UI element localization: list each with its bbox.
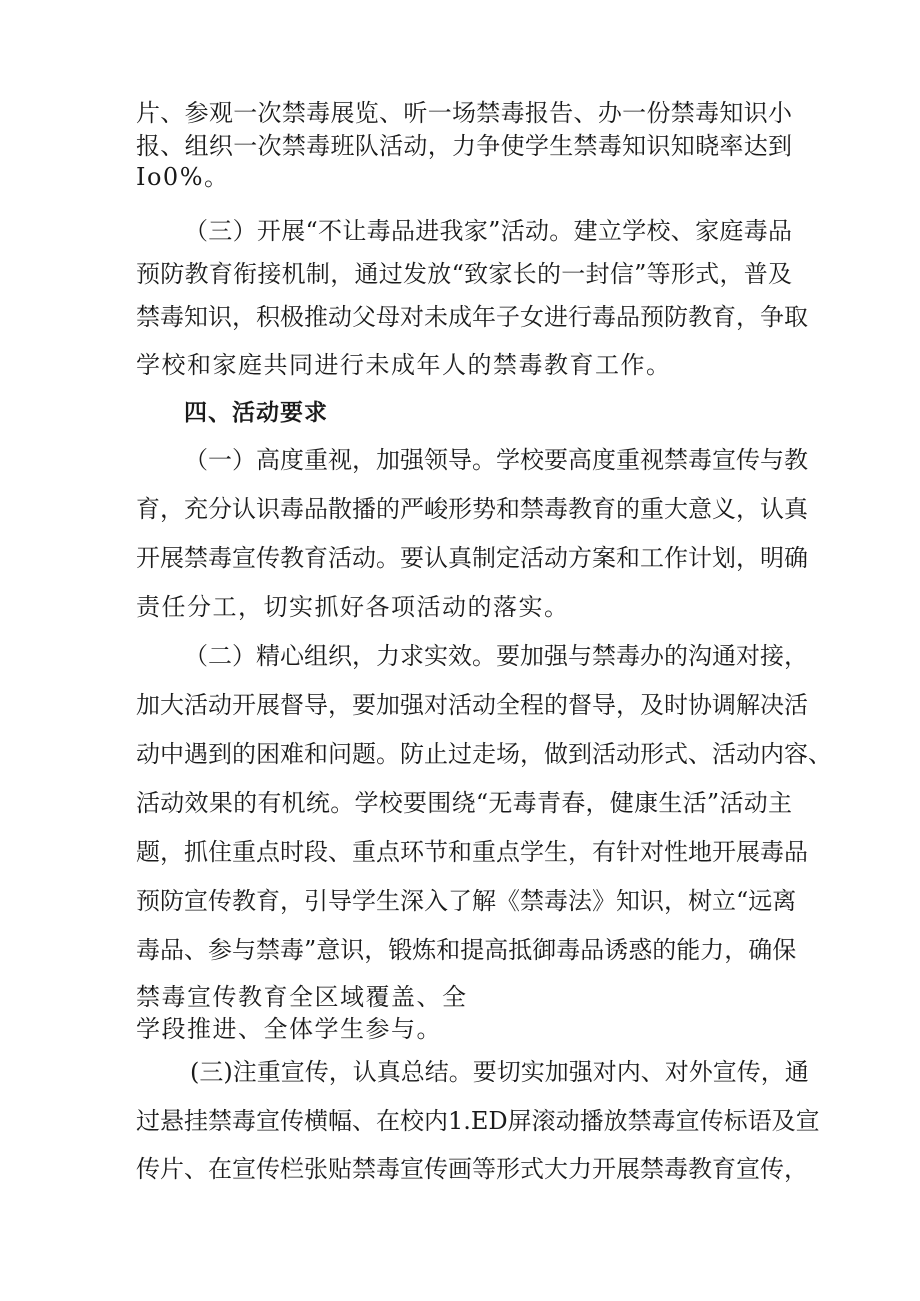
paragraph-first-line: (三)注重宣传，认真总结。要切实加强对内、对外宣传，通 — [190, 1058, 809, 1086]
text-line: 禁毒宣传教育全区域覆盖、全 — [136, 983, 468, 1011]
paragraph-first-line: （二）精心组织，力求实效。要加强与禁毒办的沟通对接， — [184, 642, 808, 670]
text-line: 过悬挂禁毒宣传横幅、在校内1.ED屏滚动播放禁毒宣传标语及宣 — [136, 1107, 820, 1135]
text-line: 题，抓住重点时段、重点环节和重点学生，有针对性地开展毒品 — [136, 838, 808, 866]
text-line: 加大活动开展督导，要加强对活动全程的督导，及时协调解决活 — [136, 691, 808, 719]
text-line: 报、组织一次禁毒班队活动，力争使学生禁毒知识知晓率达到 — [136, 132, 792, 160]
text-line: 动中遇到的困难和问题。防止过走场，做到活动形式、活动内容、 — [136, 740, 832, 768]
text-line: 片、参观一次禁毒展览、听一场禁毒报告、办一份禁毒知识小 — [136, 99, 792, 127]
text-line: 毒品、参与禁毒”意识，锻炼和提高抵御毒品诱惑的能力，确保 — [136, 936, 797, 964]
paragraph-first-line: （三）开展“不让毒品进我家”活动。建立学校、家庭毒品 — [184, 217, 792, 245]
text-line: 学段推进、全体学生参与。 — [136, 1015, 442, 1043]
text-line: 活动效果的有机统。学校要围绕“无毒青春，健康生活”活动主 — [136, 789, 792, 817]
text-line: 传片、在宣传栏张贴禁毒宣传画等形式大力开展禁毒教育宣传， — [136, 1155, 808, 1183]
text-line: 学校和家庭共同进行未成年人的禁毒教育工作。 — [136, 351, 672, 379]
text-line: 禁毒知识，积极推动父母对未成年子女进行毒品预防教育，争取 — [136, 303, 808, 331]
text-line: Io0%。 — [136, 163, 230, 191]
text-line: 开展禁毒宣传教育活动。要认真制定活动方案和工作计划，明确 — [136, 544, 808, 572]
text-line: 责任分工，切实抓好各项活动的落实。 — [136, 593, 570, 621]
paragraph-first-line: （一）高度重视，加强领导。学校要高度重视禁毒宣传与教 — [184, 446, 808, 474]
section-heading: 四、活动要求 — [184, 400, 328, 426]
text-line: 预防教育衔接机制，通过发放“致家长的一封信”等形式，普及 — [136, 260, 792, 288]
text-line: 预防宣传教育，引导学生深入了解《禁毒法》知识，树立“远离 — [136, 887, 797, 915]
text-line: 育，充分认识毒品散播的严峻形势和禁毒教育的重大意义，认真 — [136, 495, 808, 523]
